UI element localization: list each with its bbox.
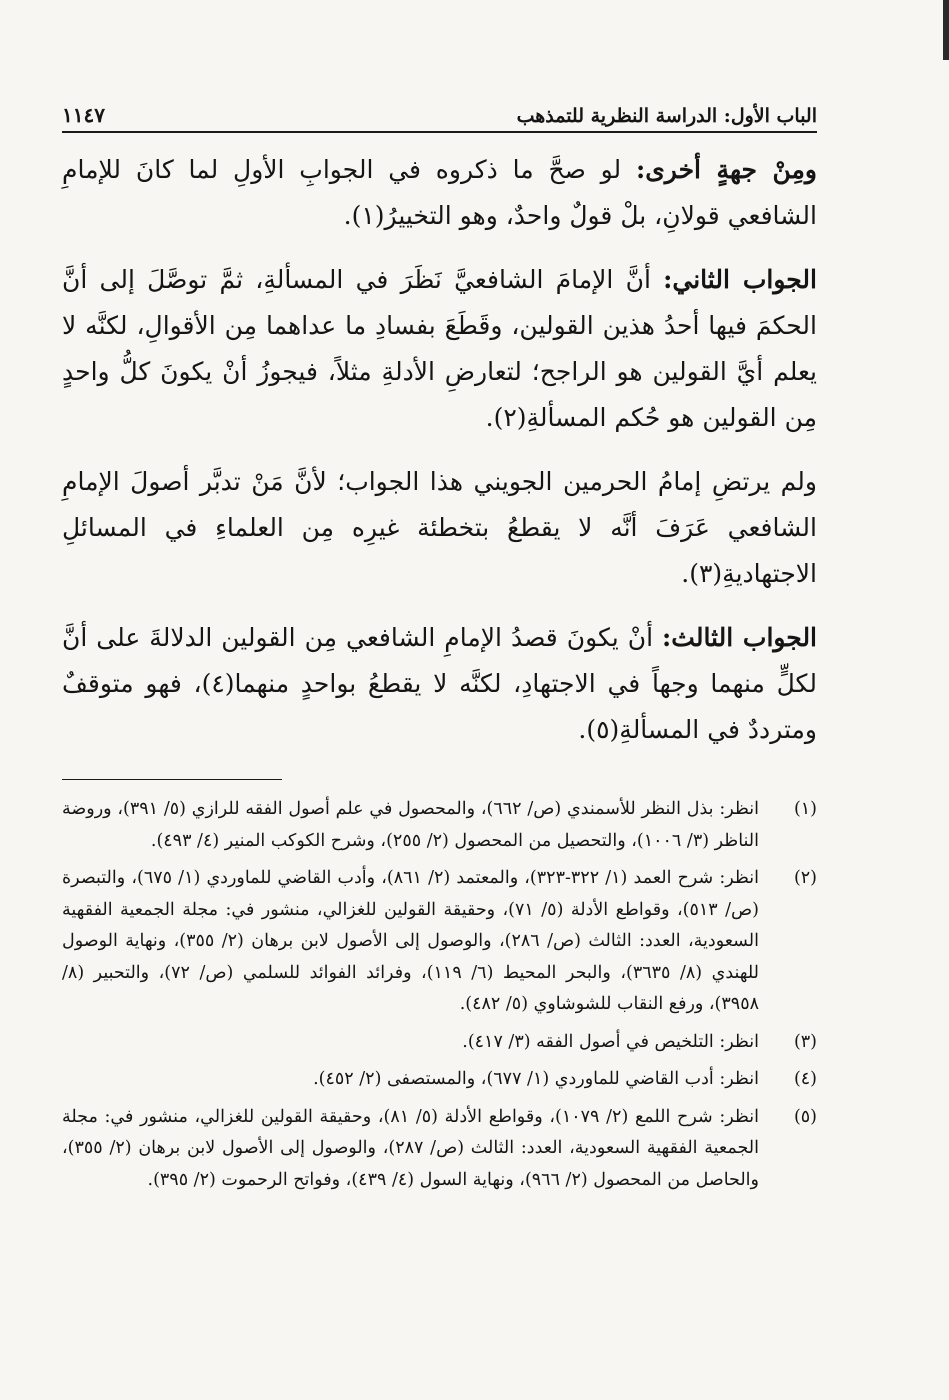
paragraph-text: ولم يرتضِ إمامُ الحرمين الجويني هذا الجواب؛ لأنَّ مَنْ تدبَّر أصولَ الإمامِ الشافعي عَرَفَ أنَّه لا يقطعُ بتخطئة غيرِه مِن العلماءِ في المسائلِ الاجتهاديةِ(٣).: [62, 467, 817, 588]
paragraph: [62, 459, 817, 597]
running-title: الباب الأول: الدراسة النظرية للتمذهب: [516, 105, 817, 127]
paragraph-text: لو صحَّ ما ذكروه في الجوابِ الأولِ لما كانَ للإمامِ الشافعي قولانِ، بلْ قولٌ واحدٌ، وهو التخييرُ(١).: [62, 155, 817, 230]
paragraph-lead: الجواب الثاني:: [663, 265, 817, 294]
footnote-number: (١): [793, 799, 817, 819]
paragraph: [62, 147, 817, 239]
footnote-number: (٢): [793, 868, 817, 888]
paragraph-lead: الجواب الثالث:: [662, 623, 818, 652]
paragraph-lead: ومِنْ جهةٍ أخرى:: [635, 155, 817, 184]
footnote-number: (٤): [793, 1069, 817, 1089]
main-text: [62, 147, 817, 753]
page-number: ١١٤٧: [62, 103, 105, 127]
footnote: [62, 1027, 817, 1059]
footnote: [62, 1064, 817, 1096]
footnote-text: انظر: التلخيص في أصول الفقه (٣/ ٤١٧).: [462, 1031, 759, 1052]
book-page: [62, 95, 817, 1380]
page-header: [62, 95, 817, 133]
paragraph: [62, 257, 817, 441]
page-edge-shadow: [927, 0, 949, 60]
paragraph-text: أنَّ الإمامَ الشافعيَّ نَظَرَ في المسألةِ، ثمَّ توصَّلَ إلى أنَّ الحكمَ فيها أحدُ هذين القولين، وقَطَعَ بفسادِ ما عداهما مِن الأقوالِ، لكنَّه لا يعلم أيَّ القولين هو الراجح؛ لتعارضِ الأدلةِ مثلاً، فيجوزُ أنْ يكونَ كلُّ واحدٍ مِن القولين هو حُكم المسألةِ(٢).: [62, 265, 817, 432]
footnote-text: انظر: شرح العمد (١/ ٣٢٢-٣٢٣)، والمعتمد (٢/ ٨٦١)، وأدب القاضي للماوردي (١/ ٦٧٥)، والتبصرة (ص/ ٥١٣)، وقواطع الأدلة (٥/ ٧١)، وحقيقة القولين للغزالي، منشور في: مجلة الجمعية الفقهية السعودية، العدد: الثالث (ص/ ٢٨٦)، والوصول إلى الأصول لابن برهان (٢/ ٣٥٥)، ونهاية الوصول للهندي (٨/ ٣٦٣٥)، والبحر المحيط (٦/ ١١٩)، وفرائد الفوائد للسلمي (ص/ ٧٢)، والتحبير (٨/ ٣٩٥٨)، ورفع النقاب للشوشاوي (٥/ ٤٨٢).: [62, 868, 759, 1014]
paragraph: [62, 615, 817, 753]
footnote: [62, 794, 817, 857]
footnote-number: (٣): [793, 1031, 817, 1052]
footnote: [62, 863, 817, 1021]
footnotes: [62, 794, 817, 1196]
footnote-number: (٥): [793, 1106, 817, 1127]
footnote: [62, 1102, 817, 1197]
footnote-text: انظر: بذل النظر للأسمندي (ص/ ٦٦٢)، والمحصول في علم أصول الفقه للرازي (٥/ ٣٩١)، وروضة الناظر (٣/ ١٠٠٦)، والتحصيل من المحصول (٢/ ٢٥٥)، وشرح الكوكب المنير (٤/ ٤٩٣).: [62, 799, 759, 851]
footnote-text: انظر: شرح اللمع (٢/ ١٠٧٩)، وقواطع الأدلة (٥/ ٨١)، وحقيقة القولين للغزالي، منشور في: مجلة الجمعية الفقهية السعودية، العدد: الثالث (ص/ ٢٨٧)، والوصول إلى الأصول لابن برهان (٢/ ٣٥٥)، والحاصل من المحصول (٢/ ٩٦٦)، ونهاية السول (٤/ ٤٣٩)، وفواتح الرحموت (٢/ ٣٩٥).: [62, 1106, 759, 1190]
footnote-separator: [62, 779, 282, 780]
footnote-text: انظر: أدب القاضي للماوردي (١/ ٦٧٧)، والمستصفى (٢/ ٤٥٢).: [313, 1069, 759, 1089]
paragraph-text: أنْ يكونَ قصدُ الإمامِ الشافعي مِن القولين الدلالةَ على أنَّ لكلٍّ منهما وجهاً في الاجتهادِ، لكنَّه لا يقطعُ بواحدٍ منهما(٤)، فهو متوقفٌ ومترددٌ في المسألةِ(٥).: [62, 623, 817, 744]
